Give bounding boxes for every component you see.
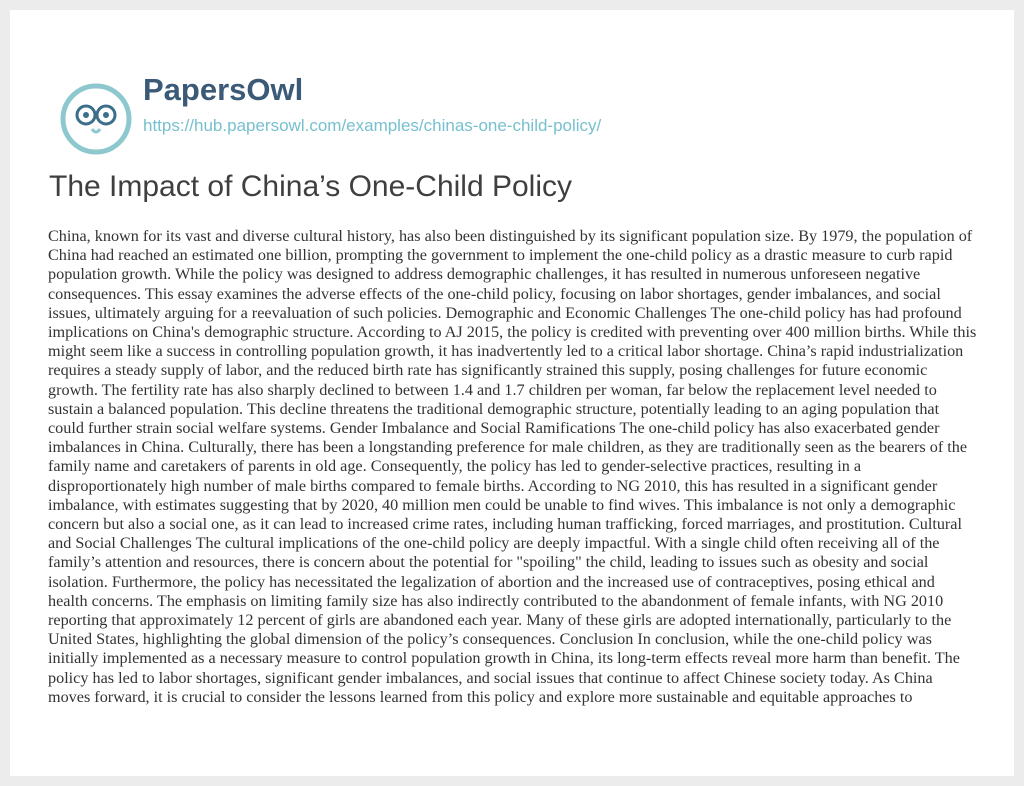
site-header xyxy=(48,36,988,146)
essay-body: China, known for its vast and diverse cultural history, has also been distinguished by its significant population size. By 1979, the population of China had reached an estimated one billion, prompting the government to implement the one-child policy as a drastic measure to curb rapid population growth. While the policy was designed to address demographic challenges, it has resulted in numerous unforeseen negative consequences. This essay examines the adverse effects of the one-child policy, focusing on labor shortages, gender imbalances, and social issues, ultimately arguing for a reevaluation of such policies. Demographic and Economic Challenges The one-child policy has had profound implications on China's demographic structure. According to AJ 2015, the policy is credited with preventing over 400 million births. While this might seem like a success in controlling population growth, it has inadvertently led to a critical labor shortage. China’s rapid industrialization requires a steady supply of labor, and the reduced birth rate has significantly strained this supply, posing challenges for future economic growth. The fertility rate has also sharply declined to between 1.4 and 1.7 children per woman, far below the replacement level needed to sustain a balanced population. This decline threatens the traditional demographic structure, potentially leading to an aging population that could further strain social welfare systems. Gender Imbalance and Social Ramifications The one-child policy has also exacerbated gender imbalances in China. Culturally, there has been a longstanding preference for male children, as they are traditionally seen as the bearers of the family name and caretakers of parents in old age. Consequently, the policy has led to gender-selective practices, resulting in a disproportionately high number of male births compared to female births. According to NG 2010, this has resulted in a significant gender imbalance, with estimates suggesting that by 2020, 40 million men could be unable to find wives. This imbalance is not only a demographic concern but also a social one, as it can lead to increased crime rates, including human trafficking, forced marriages, and prostitution. Cultural and Social Challenges The cultural implications of the one-child policy are deeply impactful. With a single child often receiving all of the family’s attention and resources, there is concern about the potential for "spoiling" the child, leading to issues such as obesity and social isolation. Furthermore, the policy has necessitated the legalization of abortion and the increased use of contraceptives, posing ethical and health concerns. The emphasis on limiting family size has also indirectly contributed to the abandonment of female infants, with NG 2010 reporting that approximately 12 percent of girls are abandoned each year. Many of these girls are adopted internationally, particularly to the United States, highlighting the global dimension of the policy’s consequences. Conclusion In conclusion, while the one-child policy was initially implemented as a necessary measure to control population growth in China, its long-term effects reveal more harm than benefit. The policy has led to labor shortages, significant gender imbalances, and social issues that continue to affect Chinese society today. As China moves forward, it is crucial to consider the lessons learned from this policy and explore more sustainable and equitable approaches to xyxy=(48,227,977,706)
essay-title: The Impact of China’s One-Child Policy xyxy=(49,170,573,203)
source-url-link[interactable]: https://hub.papersowl.com/examples/chinas-one-child-policy/ xyxy=(143,116,602,135)
owl-logo-icon xyxy=(59,82,133,156)
document-page xyxy=(10,10,1014,776)
brand-name: PapersOwl xyxy=(143,72,304,107)
